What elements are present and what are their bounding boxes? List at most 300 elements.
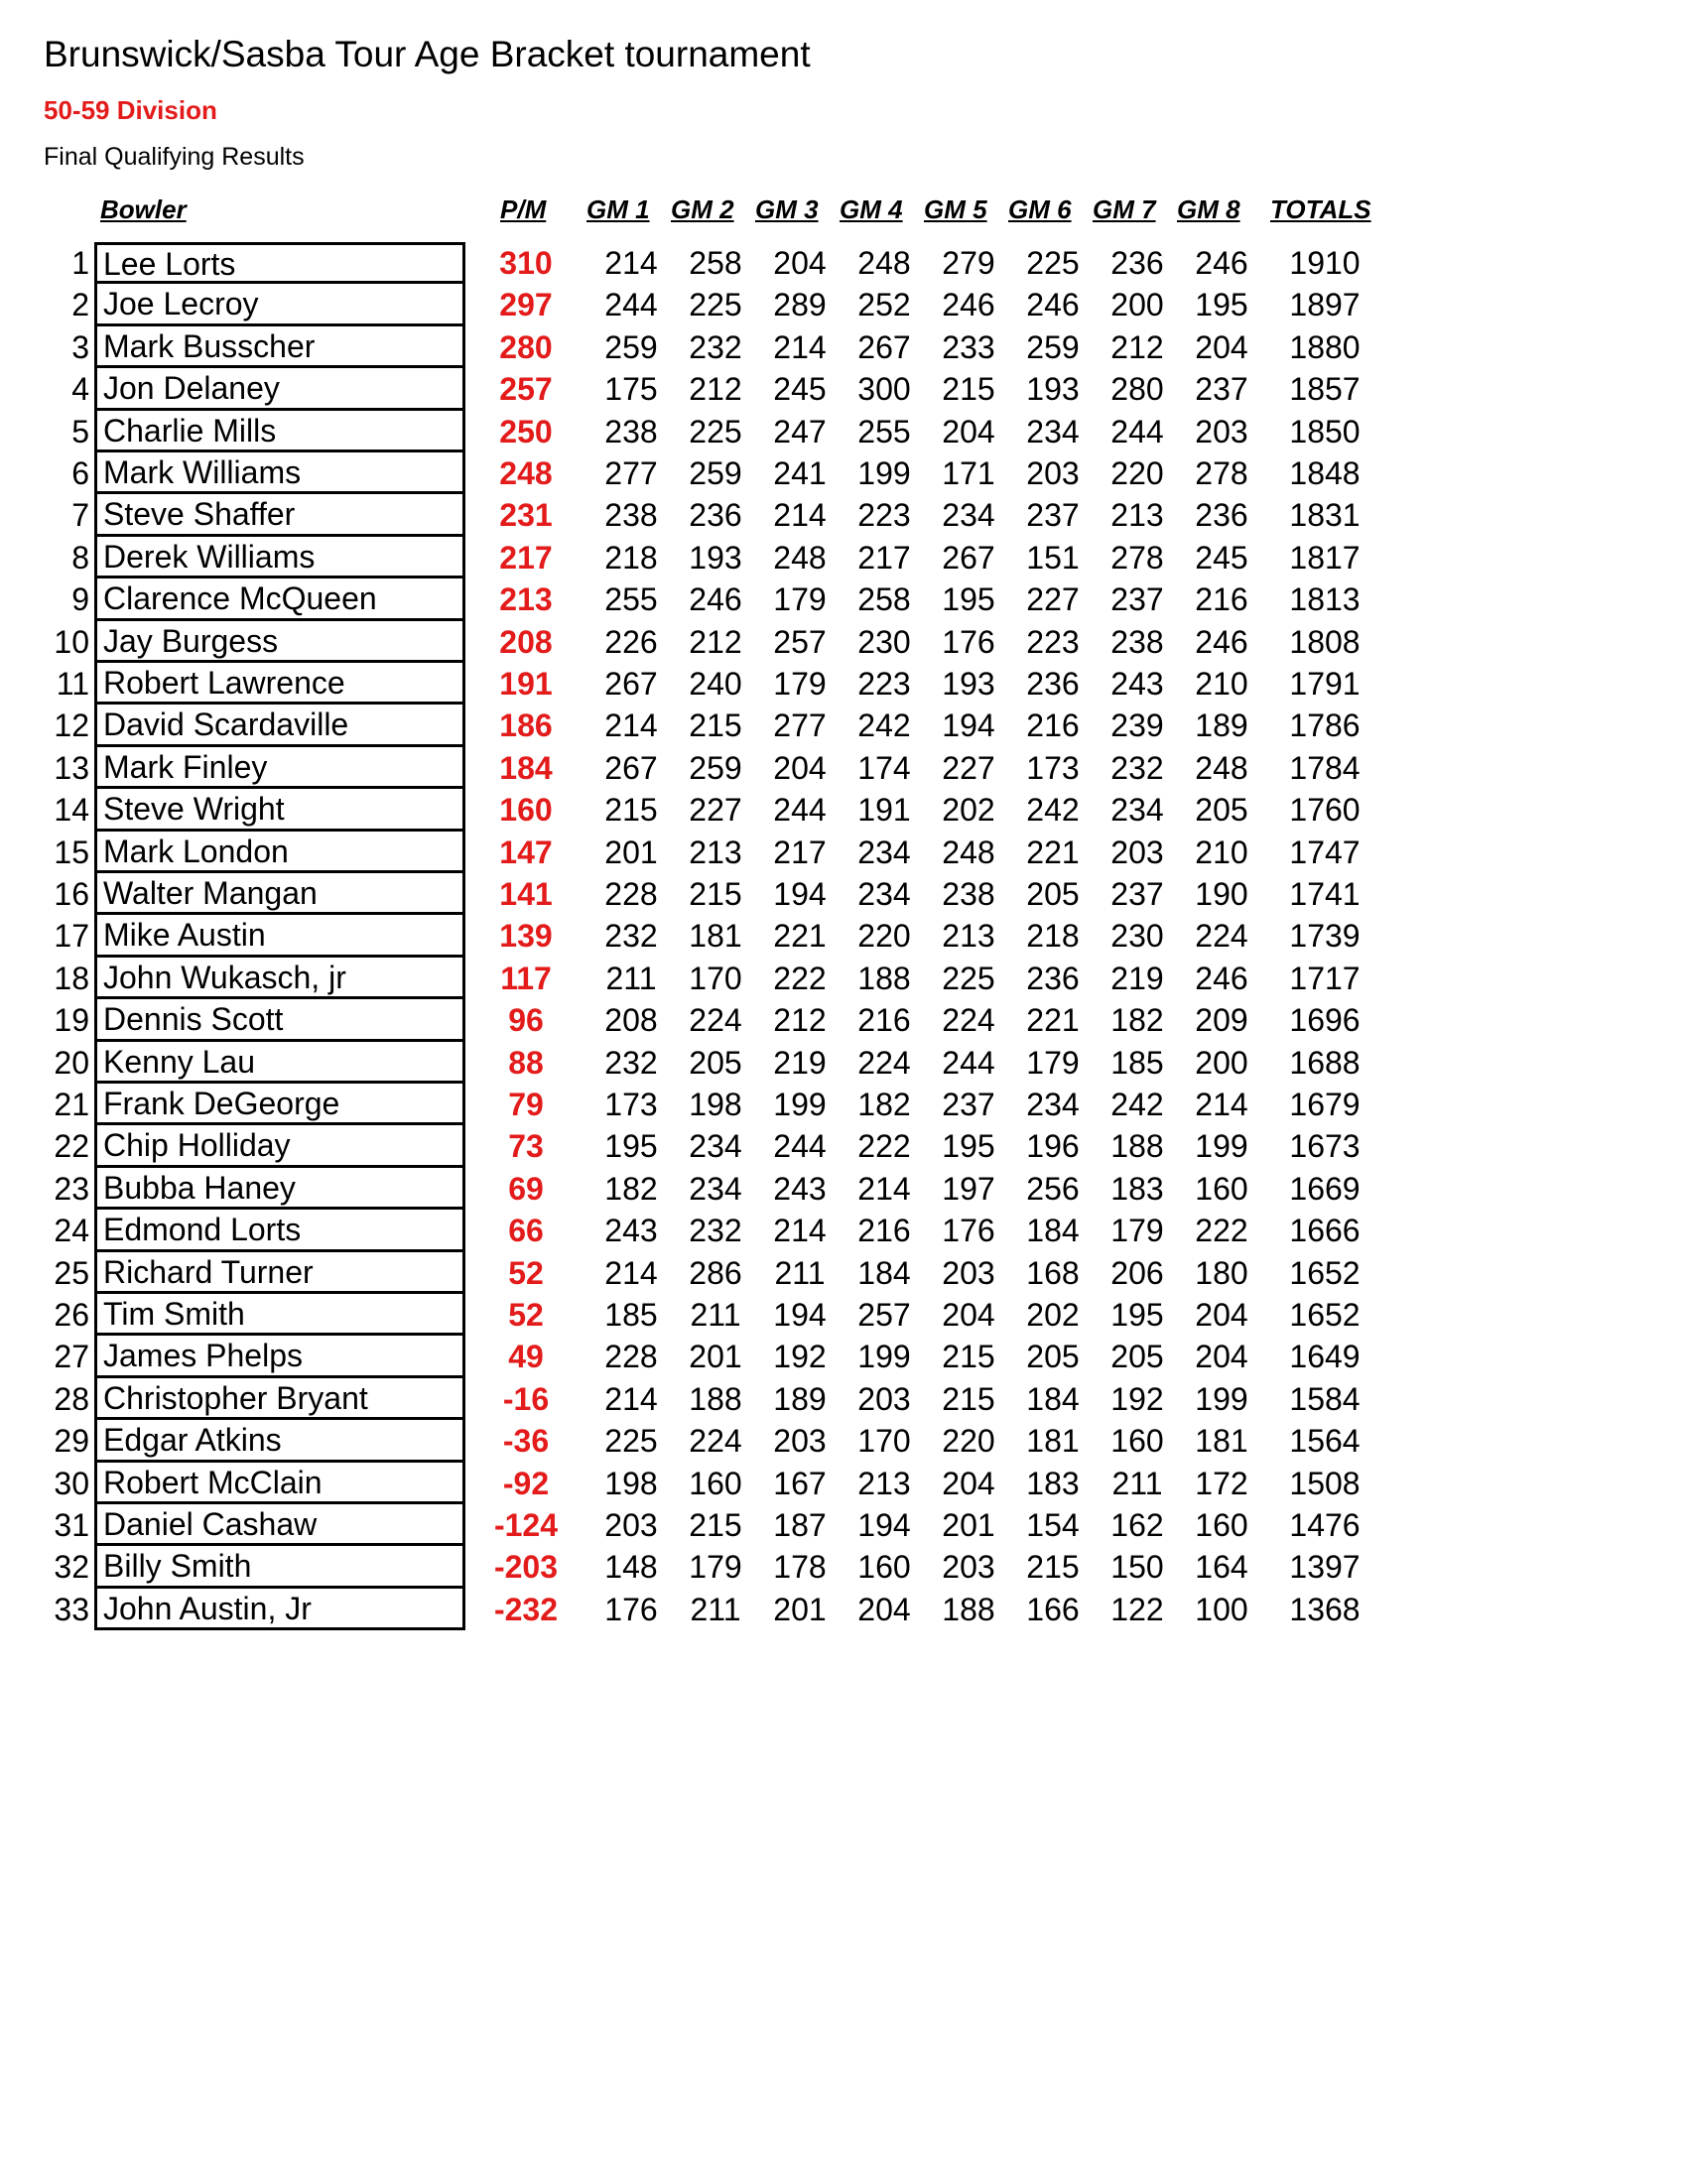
game-score-cell: 201 [942,1507,995,1543]
total-cell: 1786 [1289,707,1361,744]
rank-cell: 11 [56,666,89,702]
game-score-cell: 247 [773,413,827,450]
rank-cell: 17 [54,918,89,955]
game-score-cell: 246 [1195,960,1248,996]
plus-minus-cell: 231 [499,497,553,534]
game-score-cell: 223 [857,497,911,534]
game-score-cell: 183 [1026,1465,1080,1501]
game-score-cell: 195 [1195,287,1248,323]
game-score-cell: 204 [942,413,995,450]
game-score-cell: 215 [689,1507,742,1543]
game-score-cell: 200 [1195,1044,1248,1081]
game-score-cell: 215 [942,1380,995,1417]
plus-minus-cell: 208 [499,623,553,660]
rank-cell: 19 [54,1002,89,1039]
game-score-cell: 196 [1026,1128,1080,1165]
game-score-cell: 203 [1026,455,1080,491]
game-score-cell: 279 [942,245,995,281]
game-score-cell: 204 [773,245,827,281]
game-score-cell: 205 [689,1044,742,1081]
game-score-cell: 227 [942,749,995,786]
game-score-cell: 237 [1110,876,1164,912]
game-score-cell: 255 [604,581,658,618]
header-gm5: GM 5 [924,194,987,224]
table-row [0,1420,1688,1462]
plus-minus-cell: -124 [493,1507,559,1543]
game-score-cell: 230 [857,623,911,660]
game-score-cell: 234 [942,497,995,534]
total-cell: 1747 [1289,834,1361,870]
table-row [0,1294,1688,1336]
game-score-cell: 215 [1026,1549,1080,1586]
total-cell: 1476 [1289,1507,1361,1543]
total-cell: 1910 [1289,245,1361,281]
bowler-name-cell: Derek Williams [94,537,465,578]
game-score-cell: 199 [1195,1380,1248,1417]
rank-cell: 26 [54,1297,89,1333]
bowler-name-cell: Joe Lecroy [94,284,465,325]
game-score-cell: 214 [857,1170,911,1207]
game-score-cell: 211 [774,1254,826,1291]
game-score-cell: 166 [1026,1591,1080,1627]
game-score-cell: 286 [689,1254,742,1291]
plus-minus-cell: 310 [499,245,553,281]
game-score-cell: 180 [1195,1254,1248,1291]
plus-minus-cell: 191 [499,666,553,702]
bowler-name-cell: Robert Lawrence [94,663,465,705]
game-score-cell: 212 [689,371,742,408]
table-row [0,832,1688,873]
rank-cell: 15 [54,834,89,870]
game-score-cell: 193 [689,539,742,576]
game-score-cell: 219 [773,1044,827,1081]
game-score-cell: 160 [1195,1507,1248,1543]
game-score-cell: 198 [604,1465,658,1501]
game-score-cell: 189 [773,1380,827,1417]
game-score-cell: 255 [857,413,911,450]
game-score-cell: 175 [604,371,658,408]
total-cell: 1831 [1289,497,1361,534]
game-score-cell: 194 [773,1297,827,1333]
game-score-cell: 167 [773,1465,827,1501]
game-score-cell: 215 [689,707,742,744]
bowler-name-cell: Robert McClain [94,1463,465,1504]
game-score-cell: 197 [942,1170,995,1207]
plus-minus-cell: -92 [502,1465,550,1501]
rank-cell: 25 [54,1254,89,1291]
game-score-cell: 168 [1026,1254,1080,1291]
game-score-cell: 211 [1111,1465,1163,1501]
game-score-cell: 206 [1110,1254,1164,1291]
game-score-cell: 212 [689,623,742,660]
bowler-name-cell: Steve Shaffer [94,494,465,536]
game-score-cell: 204 [1195,328,1248,365]
game-score-cell: 252 [857,287,911,323]
game-score-cell: 194 [773,876,827,912]
plus-minus-cell: 69 [508,1170,544,1207]
plus-minus-cell: 297 [499,287,553,323]
game-score-cell: 193 [942,666,995,702]
game-score-cell: 201 [604,834,658,870]
plus-minus-cell: 139 [499,918,553,955]
game-score-cell: 204 [942,1465,995,1501]
game-score-cell: 243 [1110,666,1164,702]
game-score-cell: 214 [773,328,827,365]
game-score-cell: 184 [1026,1380,1080,1417]
header-gm4: GM 4 [840,194,903,224]
game-score-cell: 173 [604,1087,658,1122]
game-score-cell: 216 [857,1002,911,1039]
rank-cell: 22 [54,1128,89,1165]
game-score-cell: 223 [857,666,911,702]
plus-minus-cell: 52 [508,1254,544,1291]
game-score-cell: 236 [1026,960,1080,996]
game-score-cell: 210 [1195,666,1248,702]
total-cell: 1368 [1289,1591,1361,1627]
game-score-cell: 278 [1195,455,1248,491]
game-score-cell: 217 [857,539,911,576]
game-score-cell: 205 [1026,876,1080,912]
game-score-cell: 248 [857,245,911,281]
game-score-cell: 244 [942,1044,995,1081]
game-score-cell: 189 [1195,707,1248,744]
game-score-cell: 203 [1110,834,1164,870]
game-score-cell: 148 [604,1549,658,1586]
total-cell: 1673 [1289,1128,1361,1165]
table-row [0,411,1688,452]
game-score-cell: 188 [857,960,911,996]
game-score-cell: 171 [942,455,995,491]
game-score-cell: 224 [1195,918,1248,955]
bowler-name-cell: Richard Turner [94,1252,465,1294]
game-score-cell: 225 [689,413,742,450]
game-score-cell: 248 [773,539,827,576]
game-score-cell: 280 [1110,371,1164,408]
total-cell: 1397 [1289,1549,1361,1586]
game-score-cell: 215 [604,792,658,829]
game-score-cell: 241 [773,455,827,491]
game-score-cell: 246 [689,581,742,618]
game-score-cell: 214 [604,1380,658,1417]
bowler-name-cell: Edmond Lorts [94,1210,465,1251]
game-score-cell: 224 [942,1002,995,1039]
bowler-name-cell: Mark London [94,832,465,873]
game-score-cell: 181 [1026,1423,1080,1460]
game-score-cell: 223 [1026,623,1080,660]
plus-minus-cell: 280 [499,328,553,365]
game-score-cell: 237 [1195,371,1248,408]
total-cell: 1688 [1289,1044,1361,1081]
game-score-cell: 211 [690,1591,741,1627]
game-score-cell: 215 [942,371,995,408]
plus-minus-cell: 250 [499,413,553,450]
game-score-cell: 244 [1110,413,1164,450]
game-score-cell: 234 [1026,1087,1080,1122]
game-score-cell: 228 [604,1339,658,1375]
table-row [0,663,1688,705]
game-score-cell: 179 [689,1549,742,1586]
game-score-cell: 212 [1110,328,1164,365]
table-row [0,537,1688,578]
rank-cell: 32 [54,1549,89,1586]
plus-minus-cell: 66 [508,1213,544,1249]
total-cell: 1652 [1289,1297,1361,1333]
game-score-cell: 221 [1026,1002,1080,1039]
rank-cell: 29 [54,1423,89,1460]
game-score-cell: 150 [1110,1549,1164,1586]
game-score-cell: 218 [1026,918,1080,955]
plus-minus-cell: 96 [508,1002,544,1039]
table-row [0,1463,1688,1504]
total-cell: 1791 [1289,666,1361,702]
game-score-cell: 192 [1110,1380,1164,1417]
game-score-cell: 174 [857,749,911,786]
game-score-cell: 176 [942,1213,995,1249]
rank-cell: 27 [54,1339,89,1375]
plus-minus-cell: -16 [502,1380,550,1417]
subtitle: Final Qualifying Results [44,143,305,171]
plus-minus-cell: 213 [499,581,553,618]
game-score-cell: 204 [773,749,827,786]
game-score-cell: 232 [689,1213,742,1249]
game-score-cell: 188 [942,1591,995,1627]
game-score-cell: 193 [1026,371,1080,408]
plus-minus-cell: 186 [499,707,553,744]
game-score-cell: 222 [773,960,827,996]
game-score-cell: 100 [1195,1591,1248,1627]
game-score-cell: 184 [1026,1213,1080,1249]
game-score-cell: 213 [857,1465,911,1501]
rank-cell: 1 [71,245,89,281]
table-row [0,1125,1688,1167]
total-cell: 1649 [1289,1339,1361,1375]
game-score-cell: 267 [942,539,995,576]
bowler-name-cell: Walter Mangan [94,873,465,915]
table-row [0,494,1688,536]
game-score-cell: 199 [857,1339,911,1375]
table-row [0,1252,1688,1294]
game-score-cell: 214 [773,1213,827,1249]
game-score-cell: 234 [857,834,911,870]
plus-minus-cell: 79 [508,1087,544,1122]
total-cell: 1679 [1289,1087,1361,1122]
total-cell: 1508 [1289,1465,1361,1501]
total-cell: 1813 [1289,581,1361,618]
game-score-cell: 233 [942,328,995,365]
header-gm7: GM 7 [1093,194,1156,224]
game-score-cell: 170 [857,1423,911,1460]
rank-cell: 18 [54,960,89,996]
game-score-cell: 216 [1195,581,1248,618]
game-score-cell: 181 [1195,1423,1248,1460]
game-score-cell: 244 [773,792,827,829]
game-score-cell: 198 [689,1087,742,1122]
game-score-cell: 195 [604,1128,658,1165]
game-score-cell: 246 [1195,623,1248,660]
total-cell: 1850 [1289,413,1361,450]
bowler-name-cell: Mark Finley [94,747,465,789]
rank-cell: 20 [54,1044,89,1081]
game-score-cell: 211 [690,1297,741,1333]
game-score-cell: 164 [1195,1549,1248,1586]
table-row [0,1589,1688,1630]
game-score-cell: 151 [1026,539,1080,576]
rank-cell: 23 [54,1170,89,1207]
total-cell: 1897 [1289,287,1361,323]
total-cell: 1564 [1289,1423,1361,1460]
game-score-cell: 238 [604,413,658,450]
game-score-cell: 242 [1110,1087,1164,1122]
bowler-name-cell: David Scardaville [94,705,465,746]
game-score-cell: 225 [604,1423,658,1460]
header-gm8: GM 8 [1177,194,1240,224]
bowler-name-cell: Mike Austin [94,915,465,957]
table-row [0,1336,1688,1377]
table-row [0,284,1688,325]
game-score-cell: 195 [1110,1297,1164,1333]
bowler-name-cell: John Wukasch, jr [94,958,465,999]
game-score-cell: 238 [604,497,658,534]
game-score-cell: 210 [1195,834,1248,870]
game-score-cell: 185 [604,1297,658,1333]
game-score-cell: 199 [857,455,911,491]
game-score-cell: 195 [942,581,995,618]
game-score-cell: 213 [1110,497,1164,534]
game-score-cell: 232 [604,1044,658,1081]
game-score-cell: 211 [605,960,657,996]
game-score-cell: 176 [604,1591,658,1627]
rank-cell: 12 [54,707,89,744]
plus-minus-cell: 147 [499,834,553,870]
game-score-cell: 202 [942,792,995,829]
header-bowler: Bowler [100,194,187,224]
game-score-cell: 224 [857,1044,911,1081]
total-cell: 1584 [1289,1380,1361,1417]
total-cell: 1848 [1289,455,1361,491]
game-score-cell: 187 [773,1507,827,1543]
bowler-name-cell: Chip Holliday [94,1125,465,1167]
game-score-cell: 203 [942,1254,995,1291]
game-score-cell: 220 [1110,455,1164,491]
plus-minus-cell: 52 [508,1297,544,1333]
game-score-cell: 212 [773,1002,827,1039]
game-score-cell: 160 [1195,1170,1248,1207]
rank-cell: 30 [54,1465,89,1501]
header-pm: P/M [500,194,547,224]
rank-cell: 9 [71,581,89,618]
game-score-cell: 204 [1195,1339,1248,1375]
game-score-cell: 234 [857,876,911,912]
total-cell: 1760 [1289,792,1361,829]
game-score-cell: 214 [1195,1087,1248,1122]
table-row [0,578,1688,620]
rank-cell: 33 [54,1591,89,1627]
header-gm3: GM 3 [755,194,819,224]
game-score-cell: 248 [1195,749,1248,786]
bowler-name-cell: Christopher Bryant [94,1378,465,1420]
plus-minus-cell: 73 [508,1128,544,1165]
game-score-cell: 248 [942,834,995,870]
bowler-name-cell: Daniel Cashaw [94,1504,465,1546]
game-score-cell: 194 [942,707,995,744]
game-score-cell: 179 [773,666,827,702]
table-row [0,789,1688,831]
game-score-cell: 203 [1195,413,1248,450]
game-score-cell: 222 [1195,1213,1248,1249]
game-score-cell: 236 [689,497,742,534]
plus-minus-cell: 141 [499,876,553,912]
rank-cell: 5 [71,413,89,450]
game-score-cell: 243 [773,1170,827,1207]
game-score-cell: 258 [689,245,742,281]
game-score-cell: 215 [942,1339,995,1375]
plus-minus-cell: 117 [500,960,552,996]
game-score-cell: 244 [773,1128,827,1165]
game-score-cell: 259 [1026,328,1080,365]
bowler-name-cell: Edgar Atkins [94,1420,465,1462]
bowler-name-cell: Clarence McQueen [94,578,465,620]
game-score-cell: 214 [604,245,658,281]
game-score-cell: 245 [1195,539,1248,576]
total-cell: 1857 [1289,371,1361,408]
table-row [0,873,1688,915]
game-score-cell: 238 [942,876,995,912]
game-score-cell: 257 [773,623,827,660]
game-score-cell: 190 [1195,876,1248,912]
plus-minus-cell: 88 [508,1044,544,1081]
game-score-cell: 173 [1026,749,1080,786]
game-score-cell: 244 [604,287,658,323]
game-score-cell: 236 [1110,245,1164,281]
page-title: Brunswick/Sasba Tour Age Bracket tournament [44,34,811,74]
table-row [0,368,1688,410]
game-score-cell: 195 [942,1128,995,1165]
table-row [0,747,1688,789]
game-score-cell: 227 [689,792,742,829]
game-score-cell: 220 [857,918,911,955]
game-score-cell: 199 [1195,1128,1248,1165]
total-cell: 1808 [1289,623,1361,660]
rank-cell: 2 [71,287,89,323]
game-score-cell: 225 [689,287,742,323]
bowler-name-cell: Bubba Haney [94,1168,465,1210]
plus-minus-cell: -232 [493,1591,559,1627]
game-score-cell: 234 [1026,413,1080,450]
plus-minus-cell: 160 [499,792,553,829]
game-score-cell: 300 [857,371,911,408]
game-score-cell: 216 [1026,707,1080,744]
game-score-cell: 246 [1195,245,1248,281]
game-score-cell: 183 [1110,1170,1164,1207]
total-cell: 1652 [1289,1254,1361,1291]
game-score-cell: 222 [857,1128,911,1165]
game-score-cell: 203 [857,1380,911,1417]
game-score-cell: 218 [604,539,658,576]
rank-cell: 8 [71,539,89,576]
total-cell: 1717 [1289,960,1361,996]
game-score-cell: 267 [604,749,658,786]
table-row [0,915,1688,957]
total-cell: 1880 [1289,328,1361,365]
game-score-cell: 242 [1026,792,1080,829]
game-score-cell: 203 [942,1549,995,1586]
plus-minus-cell: 257 [499,371,553,408]
game-score-cell: 185 [1110,1044,1164,1081]
bowler-name-cell: Tim Smith [94,1294,465,1336]
bowler-name-cell: Mark Busscher [94,326,465,368]
game-score-cell: 201 [773,1591,827,1627]
table-row [0,958,1688,999]
